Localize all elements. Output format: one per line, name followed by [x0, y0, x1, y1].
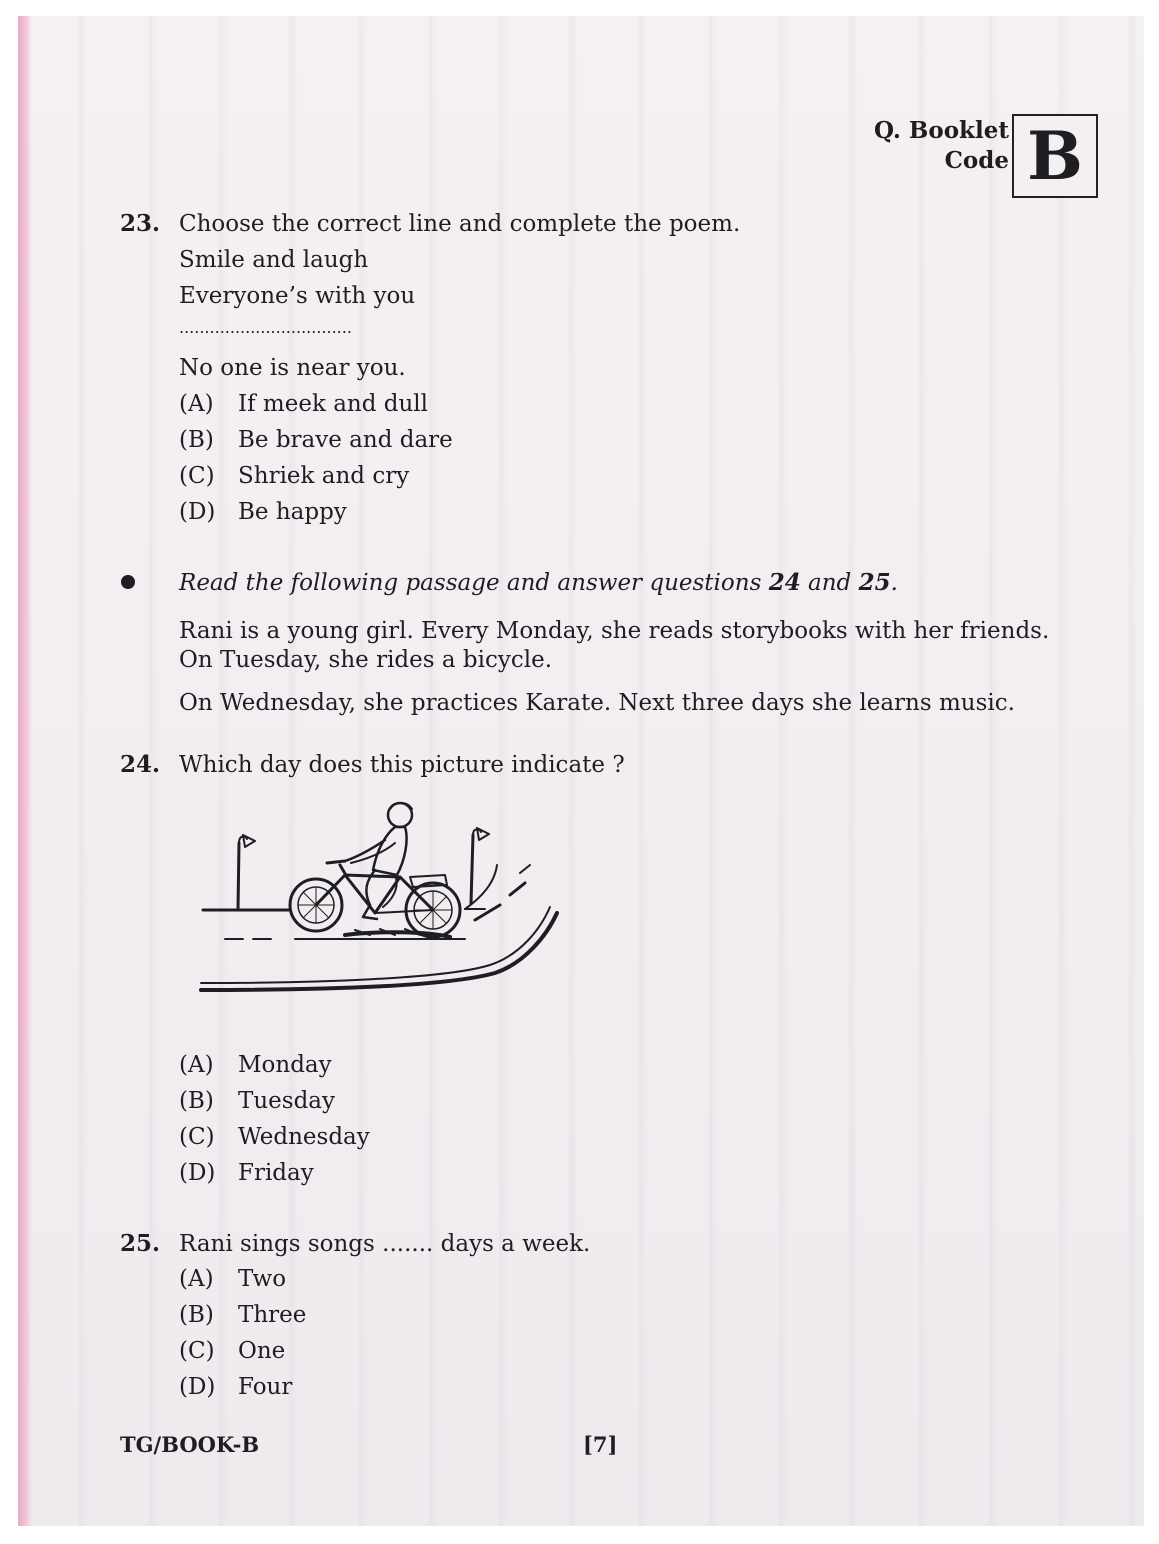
- booklet-code-label: [874, 116, 1009, 176]
- bullet-icon: [121, 575, 135, 589]
- q25-number: 25.: [120, 1230, 161, 1257]
- booklet-label-line2: Code: [944, 147, 1009, 174]
- q25-option-b-text: Three: [238, 1302, 307, 1328]
- q23-number: 23.: [120, 210, 161, 237]
- instruction-num-2: 25: [858, 569, 891, 596]
- q24-text: Which day does this picture indicate ?: [179, 752, 625, 778]
- q23-option-a-text: If meek and dull: [238, 391, 428, 417]
- q24-option-b-letter: (B): [179, 1088, 214, 1114]
- q24-option-a-letter: (A): [179, 1052, 214, 1078]
- q25-option-c-text: One: [238, 1338, 286, 1364]
- instruction-end: .: [890, 570, 898, 596]
- q25-option-a-letter: (A): [179, 1266, 214, 1292]
- q23-option-b-letter: (B): [179, 427, 214, 453]
- cycling-girl-illustration: [195, 795, 565, 1000]
- q23-option-d-text: Be happy: [238, 499, 347, 525]
- q25-option-a-text: Two: [238, 1266, 287, 1292]
- q25-option-d-text: Four: [238, 1374, 293, 1400]
- q23-text: Choose the correct line and complete the poem.: [179, 211, 741, 237]
- instruction-num-1: 24: [768, 569, 801, 596]
- q24-number: 24.: [120, 751, 161, 778]
- q25-text: Rani sings songs ....... days a week.: [179, 1231, 591, 1257]
- q24-option-d-letter: (D): [179, 1160, 216, 1186]
- footer-booklet-id: TG/BOOK-B: [120, 1432, 260, 1457]
- booklet-code-box: [1012, 114, 1098, 198]
- q24-option-d-text: Friday: [238, 1160, 314, 1186]
- q24-option-c-text: Wednesday: [238, 1124, 370, 1150]
- q23-option-d-letter: (D): [179, 499, 216, 525]
- q23-option-a-letter: (A): [179, 391, 214, 417]
- q24-option-a-text: Monday: [238, 1052, 332, 1078]
- q23-poem-line-1: Smile and laugh: [179, 247, 369, 273]
- q23-option-b-text: Be brave and dare: [238, 427, 453, 453]
- instruction-pre: Read the following passage and answer questions: [179, 570, 769, 596]
- booklet-label-line1: Q. Booklet: [874, 117, 1009, 144]
- q25-option-c-letter: (C): [179, 1338, 215, 1364]
- booklet-code-letter: B: [1027, 117, 1083, 195]
- q24-option-c-letter: (C): [179, 1124, 215, 1150]
- q25-option-d-letter: (D): [179, 1374, 216, 1400]
- q23-poem-blank: ..................................: [179, 318, 352, 337]
- passage-line-1: Rani is a young girl. Every Monday, she reads storybooks with her friends.: [179, 618, 1050, 644]
- q23-option-c-text: Shriek and cry: [238, 463, 410, 489]
- q23-poem-line-2: Everyone’s with you: [179, 283, 416, 309]
- footer-page-number: [7]: [583, 1432, 618, 1457]
- q23-poem-line-4: No one is near you.: [179, 355, 406, 381]
- q25-option-b-letter: (B): [179, 1302, 214, 1328]
- passage-line-2: On Tuesday, she rides a bicycle.: [179, 647, 553, 673]
- pink-page-edge: [18, 16, 32, 1526]
- q24-option-b-text: Tuesday: [238, 1088, 335, 1114]
- passage-instruction: [179, 569, 898, 597]
- passage-line-3: On Wednesday, she practices Karate. Next three days she learns music.: [179, 690, 1015, 716]
- q23-option-c-letter: (C): [179, 463, 215, 489]
- instruction-mid: and: [800, 570, 859, 596]
